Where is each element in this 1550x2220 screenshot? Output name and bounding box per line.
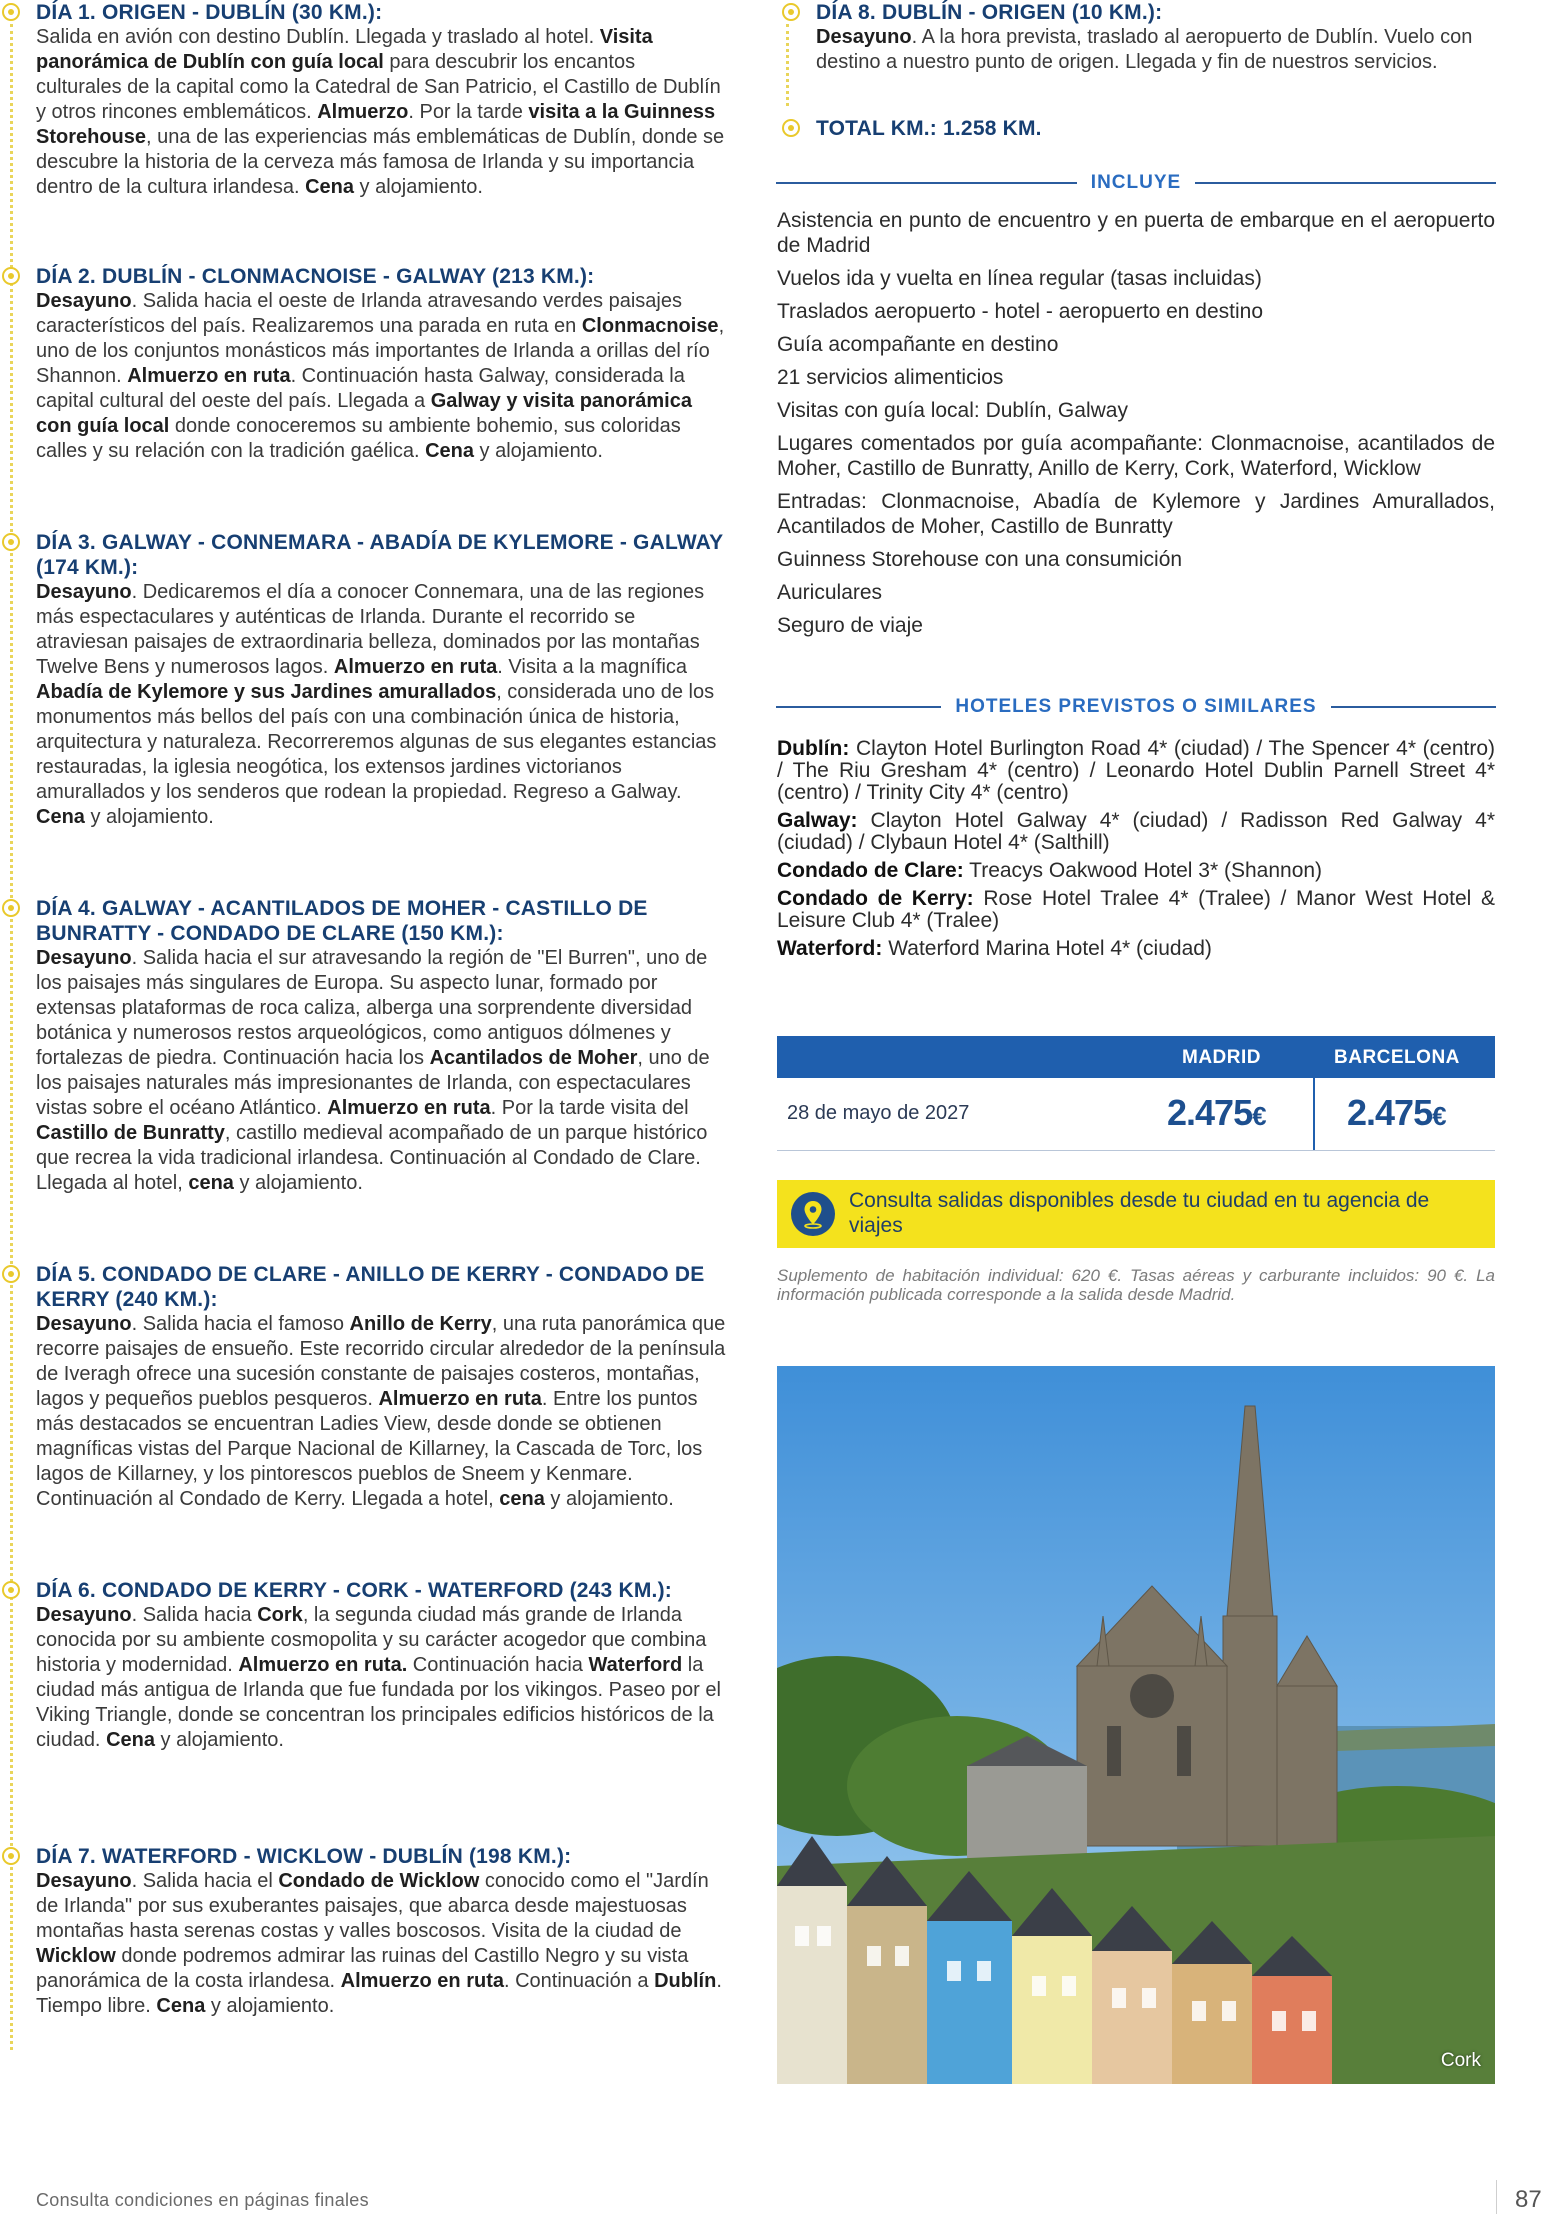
col-madrid: MADRID [1182, 1047, 1261, 1068]
includes-item: Auriculares [777, 581, 883, 604]
day-title: DÍA 7. WATERFORD - WICKLOW - DUBLÍN (198 KM.): [36, 1845, 572, 1868]
cork-photo [777, 1366, 1495, 2084]
hotels-heading-label: HOTELES PREVISTOS O SIMILARES [955, 696, 1317, 717]
includes-item: Vuelos ida y vuelta en línea regular (tasas incluidas) [777, 267, 1262, 290]
hotels-heading [776, 692, 1496, 722]
includes-item: Traslados aeropuerto - hotel - aeropuerto en destino [777, 300, 1264, 323]
footer-divider [1496, 2180, 1497, 2214]
day-title: DÍA 1. ORIGEN - DUBLÍN (30 KM.): [36, 1, 383, 24]
hotel-place: Condado de Kerry: [777, 887, 974, 910]
price-barcelona: 2.475€ [1347, 1092, 1446, 1133]
price-table-header [777, 1036, 1495, 1078]
footer-note: Consulta condiciones en páginas finales [36, 2190, 369, 2210]
day-text: Salida en avión con destino Dublín. Llegada y traslado al hotel. Visita panorámica de Dublín con guía local para descubrir los encantos culturales de la capital como la Catedral de San Patricio, el Castillo de Dublín y otros rincones emblemáticos. Almuerzo. Por la tarde visita a la Guinness Storehouse, una de las experiencias más emblemáticas de Dublín, donde se descubre la historia de la cerveza más famosa de Irlanda y su importancia dentro de la cultura irlandesa. Cena y alojamiento. [36, 26, 725, 198]
bullet-icon [2, 1847, 20, 1865]
bullet-icon [2, 1265, 20, 1283]
includes-item: Seguro de viaje [777, 614, 923, 637]
day-1 [36, 0, 726, 200]
hotel-names: Clayton Hotel Burlington Road 4* (ciudad) / The Spencer 4* (centro) / The Riu Gresham 4* (centro) / Leonardo Hotel Dublin Parnell Street 4* (centro) / Trinity City 4* (centro) [777, 737, 1495, 804]
bullet-icon [2, 533, 20, 551]
hotel-entry [777, 810, 1495, 854]
day-text: Desayuno. Dedicaremos el día a conocer Connemara, una de las regiones más espectaculares y auténticas de Irlanda. Durante el recorrido se atraviesan paisajes de extraordinaria belleza, dominados por las montañas Twelve Bens y numerosos lagos. Almuerzo en ruta. Visita a la magnífica Abadía de Kylemore y sus Jardines amurallados, considerada uno de los monumentos más bellos del país con una combinación única de historia, arquitectura y naturaleza. Recorreremos algunas de sus elegantes estancias restauradas, la iglesia neogótica, los extensos jardines victorianos amurallados y los senderos que rodean la propiedad. Regreso a Galway. Cena y alojamiento. [36, 581, 717, 828]
cork-cathedral-image [777, 1366, 1495, 2084]
bullet-icon [782, 3, 800, 21]
total-km [816, 116, 1496, 141]
bullet-icon [2, 267, 20, 285]
includes-heading [776, 168, 1496, 198]
includes-item: Visitas con guía local: Dublín, Galway [777, 399, 1128, 422]
hotel-entry [777, 938, 1495, 960]
day-title: DÍA 4. GALWAY - ACANTILADOS DE MOHER - CASTILLO DE BUNRATTY - CONDADO DE CLARE (150 KM.): [36, 897, 648, 945]
availability-banner [777, 1180, 1495, 1248]
day-text: Desayuno. Salida hacia el Condado de Wicklow conocido como el "Jardín de Irlanda" por sus exuberantes paisajes, que abarca desde majestuosas montañas hasta serenas costas y valles boscosos. Visita de la ciudad de Wicklow donde podremos admirar las ruinas del Castillo Negro y su vista panorámica de la costa irlandesa. Almuerzo en ruta. Continuación a Dublín. Tiempo libre. Cena y alojamiento. [36, 1870, 722, 2017]
day-title: DÍA 5. CONDADO DE CLARE - ANILLO DE KERRY - CONDADO DE KERRY (240 KM.): [36, 1263, 705, 1311]
location-pin-icon [791, 1192, 835, 1236]
day-6 [36, 1578, 726, 1753]
hotel-entry [777, 888, 1495, 932]
day-text: Desayuno. Salida hacia Cork, la segunda ciudad más grande de Irlanda conocida por su ambiente cosmopolita y su carácter acogedor que combina historia y modernidad. Almuerzo en ruta. Continuación hacia Waterford la ciudad más antigua de Irlanda que fue fundada por los vikingos. Paseo por el Viking Triangle, donde se concentran los principales edificios históricos de la ciudad. Cena y alojamiento. [36, 1604, 721, 1751]
total-km-label: TOTAL KM.: 1.258 KM. [816, 117, 1042, 140]
hotel-place: Galway: [777, 809, 858, 832]
hotel-place: Condado de Clare: [777, 859, 964, 882]
hotel-entry [777, 738, 1495, 804]
includes-item: Lugares comentados por guía acompañante: Clonmacnoise, acantilados de Moher, Castillo de Bunratty, Anillo de Kerry, Cork, Waterford, Wicklow [777, 432, 1495, 480]
day-text: Desayuno. Salida hacia el sur atravesando la región de "El Burren", uno de los paisajes más singulares de Europa. Su aspecto lunar, formado por extensas plataformas de roca caliza, alberga una sorprendente diversidad botánica y numerosos restos arqueológicos, como antiguos dólmenes y fortalezas de piedra. Continuación hacia los Acantilados de Moher, uno de los paisajes naturales más impresionantes de Irlanda, con espectaculares vistas sobre el océano Atlántico. Almuerzo en ruta. Por la tarde visita del Castillo de Bunratty, castillo medieval acompañado de un parque histórico que recrea la vida tradicional irlandesa. Continuación al Condado de Clare. Llegada al hotel, cena y alojamiento. [36, 947, 710, 1194]
hotel-names: Treacys Oakwood Hotel 3* (Shannon) [969, 859, 1323, 882]
day-8 [816, 0, 1496, 75]
departure-date: 28 de mayo de 2027 [787, 1102, 970, 1124]
hotel-names: Waterford Marina Hotel 4* (ciudad) [888, 937, 1212, 960]
day-7 [36, 1844, 726, 2019]
includes-heading-label: INCLUYE [1090, 172, 1182, 193]
bullet-icon [2, 899, 20, 917]
price-divider [1313, 1078, 1315, 1150]
day-3 [36, 530, 726, 830]
hotels-list [777, 738, 1495, 966]
page-number: 87 [1515, 2186, 1542, 2213]
col-barcelona: BARCELONA [1334, 1047, 1460, 1068]
includes-item: Guía acompañante en destino [777, 333, 1059, 356]
hotel-entry [777, 860, 1495, 882]
hotel-names: Rose Hotel Tralee 4* (Tralee) / Manor West Hotel & Leisure Club 4* (Tralee) [777, 887, 1495, 932]
timeline-line-right [786, 24, 789, 106]
price-row [777, 1078, 1495, 1151]
day-5 [36, 1262, 726, 1512]
itinerary-column [0, 0, 730, 2060]
day-title: DÍA 6. CONDADO DE KERRY - CORK - WATERFORD (243 KM.): [36, 1579, 672, 1602]
banner-text: Consulta salidas disponibles desde tu ciudad en tu agencia de viajes [849, 1189, 1430, 1237]
hotel-names: Clayton Hotel Galway 4* (ciudad) / Radisson Red Galway 4* (ciudad) / Clybaun Hotel 4* (Salthill) [777, 809, 1496, 854]
includes-item: Asistencia en punto de encuentro y en puerta de embarque en el aeropuerto de Madrid [777, 209, 1495, 257]
price-madrid: 2.475€ [1167, 1092, 1266, 1133]
day-text: Desayuno. Salida hacia el oeste de Irlanda atravesando verdes paisajes característicos del país. Realizaremos una parada en ruta en Clonmacnoise, uno de los conjuntos monásticos más importantes de Irlanda a orillas del río Shannon. Almuerzo en ruta. Continuación hasta Galway, considerada la capital cultural del oeste del país. Llegada a Galway y visita panorámica con guía local donde conoceremos su ambiente bohemio, sus coloridas calles y su relación con la tradición gaélica. Cena y alojamiento. [36, 290, 725, 462]
day-2 [36, 264, 726, 464]
hotel-place: Waterford: [777, 937, 883, 960]
hotel-place: Dublín: [777, 737, 850, 760]
day-title: DÍA 2. DUBLÍN - CLONMACNOISE - GALWAY (213 KM.): [36, 265, 595, 288]
day-text: Desayuno. A la hora prevista, traslado al aeropuerto de Dublín. Vuelo con destino a nuestro punto de origen. Llegada y fin de nuestros servicios. [816, 26, 1473, 73]
includes-item: Guinness Storehouse con una consumición [777, 548, 1183, 571]
day-text: Desayuno. Salida hacia el famoso Anillo de Kerry, una ruta panorámica que recorre paisajes de ensueño. Este recorrido circular alrededor de la península de Iveragh ofrece una sucesión constante de paisajes costeros, montañas, lagos y pequeños pueblos pesqueros. Almuerzo en ruta. Entre los puntos más destacados se encuentran Ladies View, desde donde se obtienen magníficas vistas del Parque Nacional de Killarney, la Cascada de Torc, los lagos de Killarney, y los pintorescos pueblos de Sneem y Kenmare. Continuación al Condado de Kerry. Llegada a hotel, cena y alojamiento. [36, 1313, 726, 1510]
bullet-icon [2, 1581, 20, 1599]
includes-list [777, 208, 1495, 646]
day-4 [36, 896, 726, 1196]
includes-item: 21 servicios alimenticios [777, 366, 1004, 389]
supplement-note: Suplemento de habitación individual: 620 €. Tasas aéreas y carburante incluidos: 90 €. La información publicada corresponde a la salida desde Madrid. [777, 1266, 1495, 1304]
day-title: DÍA 3. GALWAY - CONNEMARA - ABADÍA DE KYLEMORE - GALWAY (174 KM.): [36, 531, 723, 579]
timeline-line [10, 24, 13, 2050]
includes-item: Entradas: Clonmacnoise, Abadía de Kylemore y Jardines Amurallados, Acantilados de Moher, Castillo de Bunratty [777, 490, 1495, 538]
bullet-icon [2, 3, 20, 21]
day-title: DÍA 8. DUBLÍN - ORIGEN (10 KM.): [816, 1, 1163, 24]
bullet-icon [782, 119, 800, 137]
photo-caption: Cork [1440, 2050, 1481, 2071]
